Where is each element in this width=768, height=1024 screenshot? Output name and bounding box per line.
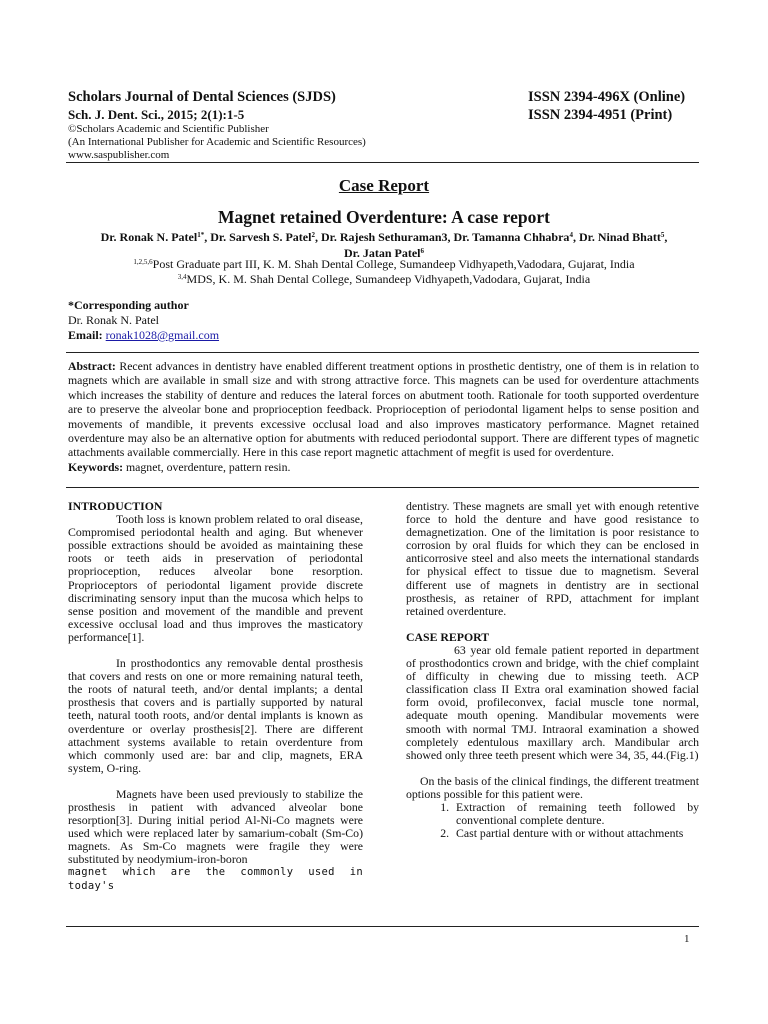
affiliation-sup: 3,4 — [177, 273, 187, 281]
author: Dr. Tamanna Chhabra — [453, 230, 570, 244]
corresponding-author — [68, 298, 219, 343]
publisher-description: (An International Publisher for Academic and Scientific Resources) — [68, 136, 366, 148]
corresponding-label: *Corresponding author — [68, 298, 189, 312]
author: Dr. Ronak N. Patel — [100, 230, 198, 244]
journal-header — [68, 88, 488, 162]
article-type: Case Report — [338, 176, 430, 195]
publisher: ©Scholars Academic and Scientific Publisher — [68, 123, 269, 135]
paragraph: dentistry. These magnets are small yet with enough retentive force to hold the denture and have good resistance to demagnetization. One of the limitation is poor resistance to corrosion by oral fluids for which they can be enclosed in anticorrosive steel and also meets the international standards for physical effect to tissue due to magnetism. Several different use of magnets in dentistry are in sectional prosthesis, as retainer of RPD, attachment for implant retained overdenture. — [406, 499, 699, 618]
abstract — [68, 359, 699, 474]
paragraph: 63 year old female patient reported in department of prosthodontics crown and bridge, with the chief complaint of difficulty in chewing due to missing teeth. ACP classification class II Extra oral examination showed facial form ovoid, profileconvex, facial muscle tone normal, adequate mouth opening. Mandibular movements were smooth with normal TMJ. Intraoral examination a showed completely edentulous maxillary arch. Mandibular arch showed only three teeth present which were 34, 35, 44.(Fig.1) — [406, 642, 699, 762]
issn-block — [528, 88, 708, 124]
article-title: Magnet retained Overdenture: A case report — [218, 207, 550, 227]
author-sup: 4 — [569, 231, 573, 239]
abstract-bottom-rule — [66, 487, 699, 488]
keywords: magnet, overdenture, pattern resin. — [126, 459, 291, 474]
introduction-heading: INTRODUCTION — [68, 499, 163, 513]
paragraph: Tooth loss is known problem related to oral disease, Compromised periodontal health and aging. But whenever possible extractions should be avoided as maintaining these roots or teeth aids in preservation of periodontal proprioception, reduces alveolar bone resorption. Proprioceptors of periodontal ligament provide discrete discriminating sensory input than the mucosa which helps to sense position and movement of the mandible and prevent excessive occlusal load and thus improves the masticatory performance[1]. — [68, 512, 363, 644]
treatment-options — [406, 801, 699, 840]
abstract-top-rule — [66, 352, 699, 353]
journal-name: Scholars Journal of Dental Sciences (SJDS) — [68, 89, 336, 105]
affiliation — [70, 257, 698, 272]
email-link[interactable]: ronak1028@gmail.com — [105, 328, 220, 342]
author: Dr. Ninad Bhatt — [578, 230, 661, 244]
left-column — [68, 500, 363, 893]
right-column — [406, 500, 699, 840]
author-list: Dr. Ronak N. Patel$^{1*}$, Dr. Sarvesh S. Patel$^2$, Dr. Rajesh Sethuraman3, Dr. Tamanna Chhabra$^4$, Dr. Ninad Bhatt$^5$, Dr. Jatan Patel$^6$ — [100, 230, 668, 260]
corresponding-name: Dr. Ronak N. Patel — [68, 313, 159, 327]
footer-rule — [66, 926, 699, 927]
paragraph: Magnets have been used previously to stabilize the prosthesis in patient with advanced alveolar bone resorption[3]. During initial period Al-Ni-Co magnets were used which were replaced later by samarium-cobalt (Sm-Co) magnets. As Sm-Co magnets were fragile they were substituted by neodymium-iron-boron — [68, 786, 363, 867]
paragraph-last-line: magnet which are the commonly used in today's — [68, 866, 363, 892]
affiliation-sup: 1,2,5,6 — [133, 258, 153, 266]
publisher-website: www.saspublisher.com — [68, 149, 170, 161]
abstract-text: Recent advances in dentistry have enabled different treatment options in prosthetic dentistry, one of them is in relation to magnets which are available in small size and with strong attractive force. This magnets can be used for overdenture attachments which increases the stability of denture and reduces the lateral forces on abutment tooth. Rationale for tooth supported overdenture are to preserve the alveolar bone and proprioception feedback. Proprioception of periodontal ligament helps to sense position and movements of mandible, it prevents excessive occlusal load and also improves masticatory performance. Magnet retained overdenture may also be an alternative option for abutments with reduced periodontal support. There are different types of magnetic attachments available commercially. Here in this case report magnetic attachment of megfit is used for overdenture. — [68, 359, 699, 460]
case-report-heading: CASE REPORT — [406, 629, 490, 644]
author: Dr. Sarvesh S. Patel — [210, 230, 312, 244]
journal-citation: Sch. J. Dent. Sci., 2015; 2(1):1-5 — [68, 107, 245, 122]
affiliation — [70, 272, 698, 287]
paragraph: On the basis of the clinical findings, the different treatment options possible for this patient were. — [406, 773, 699, 801]
page-number: 1 — [684, 933, 690, 945]
affiliation-text: MDS, K. M. Shah Dental College, Sumandeep Vidhyapeth,Vadodara, Gujarat, India — [186, 272, 591, 286]
paragraph: In prosthodontics any removable dental prosthesis that covers and rests on one or more remaining natural teeth, the roots of natural teeth, and/or dental implants; a dental prosthesis that covers and is partially supported by natural teeth, natural tooth roots, and/or dental implants is known as overdenture or overlay prosthesis[2]. There are different attachment systems available to retain overdenture from which commonly used are: bar and clip, magnets, ERA system, O-ring. — [68, 656, 363, 775]
issn-online: ISSN 2394-496X (Online) — [528, 89, 686, 105]
author-sup: 1* — [197, 231, 205, 239]
email-label: Email: — [68, 328, 103, 342]
author-sup: 5 — [660, 231, 665, 239]
author: Dr. Jatan Patel — [343, 246, 421, 260]
author-sup: 6 — [420, 247, 425, 255]
header-rule — [66, 162, 699, 163]
author: Dr. Rajesh Sethuraman3 — [320, 230, 448, 244]
affiliations — [70, 257, 698, 287]
affiliation-text: Post Graduate part III, K. M. Shah Dental College, Sumandeep Vidhyapeth,Vadodara, Gujarat, India — [152, 257, 635, 271]
list-item: 1. Extraction of remaining teeth followed by conventional complete denture. — [452, 801, 699, 827]
author-sup: 2 — [311, 231, 315, 239]
abstract-label: Abstract: — [68, 359, 116, 373]
list-item: 2. Cast partial denture with or without attachments — [452, 827, 699, 840]
issn-print: ISSN 2394-4951 (Print) — [528, 107, 673, 123]
keywords-label: Keywords: — [68, 459, 124, 474]
